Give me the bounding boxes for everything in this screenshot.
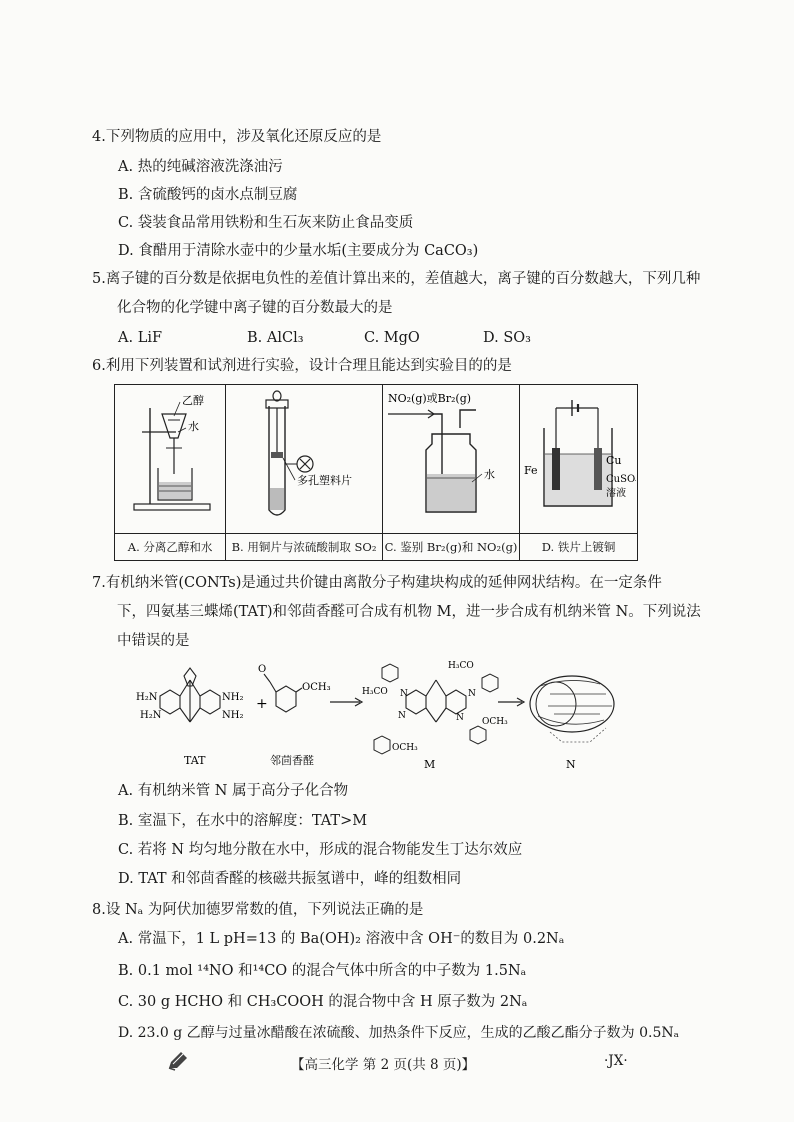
aldehyde-label: 邻茴香醛: [270, 754, 314, 767]
label-cu: Cu: [605, 453, 622, 467]
q4-option-c: C. 袋装食品常用铁粉和生石灰来防止食品变质: [118, 215, 414, 231]
tat-structure: [136, 668, 243, 767]
q6-apparatus-table: [114, 384, 638, 561]
distillation-funnel-diagram: [116, 388, 224, 528]
m-h3co-1: H₃CO: [362, 687, 388, 697]
tat-label: TAT: [184, 754, 206, 767]
label-cuso4: CuSO₄: [605, 473, 636, 485]
q7-stem-line1: 7.有机纳米管(CONTs)是通过共价键由离散分子构建块构成的延伸网状结构。在一定条件: [92, 575, 662, 591]
gas-washing-bottle-diagram: [384, 388, 518, 528]
q8-option-b: B. 0.1 mol ¹⁴NO 和¹⁴CO 的混合气体中所含的中子数为 1.5Nₐ: [118, 963, 527, 979]
q5-option-c: C. MgO: [364, 330, 420, 346]
q8-stem: 8.设 Nₐ 为阿伏加德罗常数的值，下列说法正确的是: [92, 902, 424, 918]
q5-stem-line1: 5.离子键的百分数是依据电负性的差值计算出来的，差值越大，离子键的百分数越大，下列几种: [92, 271, 701, 287]
tat-nh2-1: H₂N: [136, 692, 158, 703]
tat-nh2-4: NH₂: [222, 710, 244, 721]
q7-option-a: A. 有机纳米管 N 属于高分子化合物: [118, 783, 349, 799]
q7-option-d: D. TAT 和邻茴香醛的核磁共振氢谱中，峰的组数相同: [118, 871, 462, 887]
aldehyde-structure: [258, 664, 331, 767]
aldehyde-o: O: [258, 664, 267, 675]
q5-option-b: B. AlCl₃: [247, 330, 304, 346]
m-och3-1: OCH₃: [392, 743, 418, 753]
footer-page-info: 【高三化学 第 2 页(共 8 页)】: [291, 1057, 476, 1073]
q4-stem: 4.下列物质的应用中，涉及氧化还原反应的是: [92, 129, 382, 145]
m-label: M: [424, 758, 436, 771]
q5-stem-line2: 化合物的化学键中离子键的百分数最大的是: [117, 300, 393, 316]
q7-stem-line3: 中错误的是: [117, 633, 190, 649]
footer-code: ·JX·: [604, 1053, 628, 1069]
m-n-3: N: [398, 711, 406, 721]
q7-option-b: B. 室温下，在水中的溶解度：TAT>M: [118, 813, 368, 829]
label-porous-plastic: 多孔塑料片: [297, 473, 353, 487]
apparatus-a-cell: [115, 385, 226, 534]
q5-option-d: D. SO₃: [483, 330, 531, 346]
label-ethanol: 乙醇: [182, 393, 205, 407]
apparatus-c-cell: [382, 385, 519, 534]
m-n-2: N: [468, 689, 476, 699]
label-fe: Fe: [523, 463, 538, 477]
q8-option-c: C. 30 g HCHO 和 CH₃COOH 的混合物中含 H 原子数为 2Nₐ: [118, 994, 528, 1010]
q5-option-a: A. LiF: [118, 330, 163, 346]
plus-sign: +: [256, 696, 268, 712]
q8-option-a: A. 常温下，1 L pH=13 的 Ba(OH)₂ 溶液中含 OH⁻的数目为 0.2Nₐ: [118, 931, 565, 947]
aldehyde-och3: OCH₃: [302, 682, 331, 693]
q7-option-c: C. 若将 N 均匀地分散在水中，形成的混合物能发生丁达尔效应: [118, 842, 523, 858]
q4-option-a: A. 热的纯碱溶液洗涤油污: [118, 159, 283, 175]
m-n-1: N: [400, 689, 408, 699]
q4-option-d: D. 食醋用于清除水壶中的少量水垢(主要成分为 CaCO₃): [118, 243, 479, 259]
label-water: 水: [188, 419, 200, 433]
m-och3-2: OCH₃: [482, 717, 508, 727]
m-n-4: N: [456, 713, 464, 723]
n-label: N: [566, 758, 576, 771]
pencil-icon: [166, 1050, 190, 1072]
test-tube-diagram: [229, 388, 379, 528]
nanotube-structure: [530, 676, 614, 771]
apparatus-d-cell: [520, 385, 638, 534]
tat-nh2-3: NH₂: [222, 692, 244, 703]
m-structure: [362, 661, 508, 771]
apparatus-b-cell: [226, 385, 383, 534]
tat-nh2-2: H₂N: [140, 710, 162, 721]
label-water-c: 水: [484, 467, 495, 481]
label-solution: 溶液: [605, 487, 626, 499]
m-h3co-2: H₃CO: [448, 661, 474, 671]
label-gas: NO₂(g)或Br₂(g): [388, 391, 472, 405]
q8-option-d: D. 23.0 g 乙醇与过量冰醋酸在浓硫酸、加热条件下反应，生成的乙酸乙酯分子数为 0.5Nₐ: [118, 1025, 680, 1041]
electroplating-diagram: [522, 388, 636, 528]
caption-b: B. 用铜片与浓硫酸制取 SO₂: [226, 534, 383, 561]
reaction-scheme: [130, 656, 630, 776]
q4-option-b: B. 含硫酸钙的卤水点制豆腐: [118, 187, 298, 203]
q7-stem-line2: 下，四氨基三蝶烯(TAT)和邻茴香醛可合成有机物 M，进一步合成有机纳米管 N。下列说法: [117, 604, 701, 620]
caption-d: D. 铁片上镀铜: [520, 534, 638, 561]
q6-stem: 6.利用下列装置和试剂进行实验，设计合理且能达到实验目的的是: [92, 358, 512, 374]
caption-c: C. 鉴别 Br₂(g)和 NO₂(g): [382, 534, 519, 561]
caption-a: A. 分离乙醇和水: [115, 534, 226, 561]
